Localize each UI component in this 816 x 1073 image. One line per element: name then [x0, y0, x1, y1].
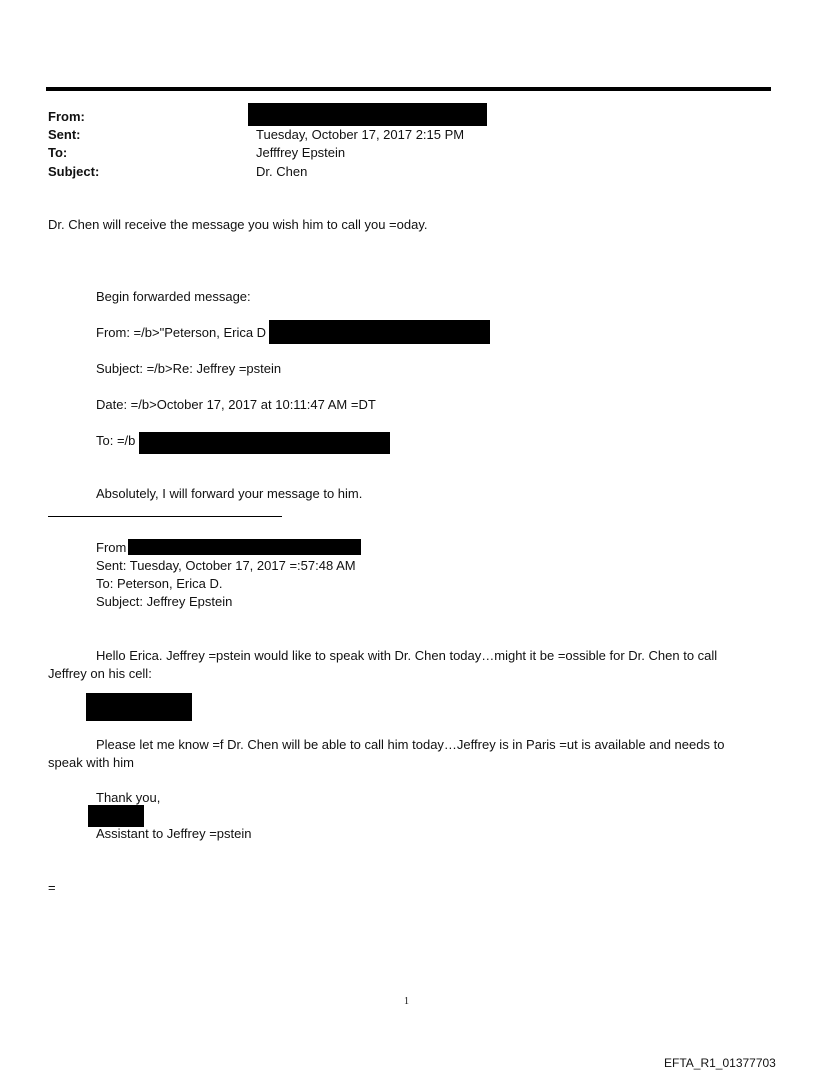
sent-label: Sent: [48, 127, 81, 142]
forwarded-subject: Subject: =/b>Re: Jeffrey =pstein [96, 361, 282, 376]
from-label: From: [48, 109, 85, 124]
forwarded-from: From: =/b>"Peterson, Erica D [96, 325, 267, 340]
original-thanks: Thank you, [96, 790, 161, 805]
redaction-original-from [128, 539, 361, 555]
forwarded-reply: Absolutely, I will forward your message to him. [96, 486, 363, 501]
original-from: From [96, 540, 127, 555]
original-sent: Sent: Tuesday, October 17, 2017 =:57:48 AM [96, 558, 356, 573]
original-para2-line1: Please let me know =f Dr. Chen will be able to call him today…Jeffrey is in Paris =ut is available and needs to [96, 737, 725, 752]
original-to: To: Peterson, Erica D. [96, 576, 223, 591]
sent-value: Tuesday, October 17, 2017 2:15 PM [256, 127, 465, 142]
original-para1-line2: Jeffrey on his cell: [48, 666, 152, 681]
redaction-cell-number [86, 693, 192, 721]
subject-value: Dr. Chen [256, 164, 308, 179]
original-para2-line2: speak with him [48, 755, 134, 770]
redaction-forwarded-to [139, 432, 390, 454]
subject-label: Subject: [48, 164, 100, 179]
original-signature: Assistant to Jeffrey =pstein [96, 826, 252, 841]
to-value: Jefffrey Epstein [256, 145, 346, 160]
separator-rule [48, 516, 282, 517]
forwarded-to: To: =/b [96, 433, 136, 448]
page-number: 1 [404, 996, 409, 1007]
original-para1-line1: Hello Erica. Jeffrey =pstein would like to speak with Dr. Chen today…might it be =ossible for Dr. Chen to call [96, 648, 718, 663]
redaction-from-address [248, 103, 487, 126]
bates-number: EFTA_R1_01377703 [664, 1056, 776, 1070]
header-rule [46, 87, 771, 91]
forwarded-begin: Begin forwarded message: [96, 289, 251, 304]
redaction-signature-name [88, 805, 144, 827]
forwarded-date: Date: =/b>October 17, 2017 at 10:11:47 AM =DT [96, 397, 376, 412]
intro-text: Dr. Chen will receive the message you wish him to call you =oday. [48, 217, 428, 232]
to-label: To: [48, 145, 68, 160]
trailer-text: = [48, 880, 56, 895]
original-subject: Subject: Jeffrey Epstein [96, 594, 233, 609]
redaction-forwarded-from [269, 320, 490, 344]
